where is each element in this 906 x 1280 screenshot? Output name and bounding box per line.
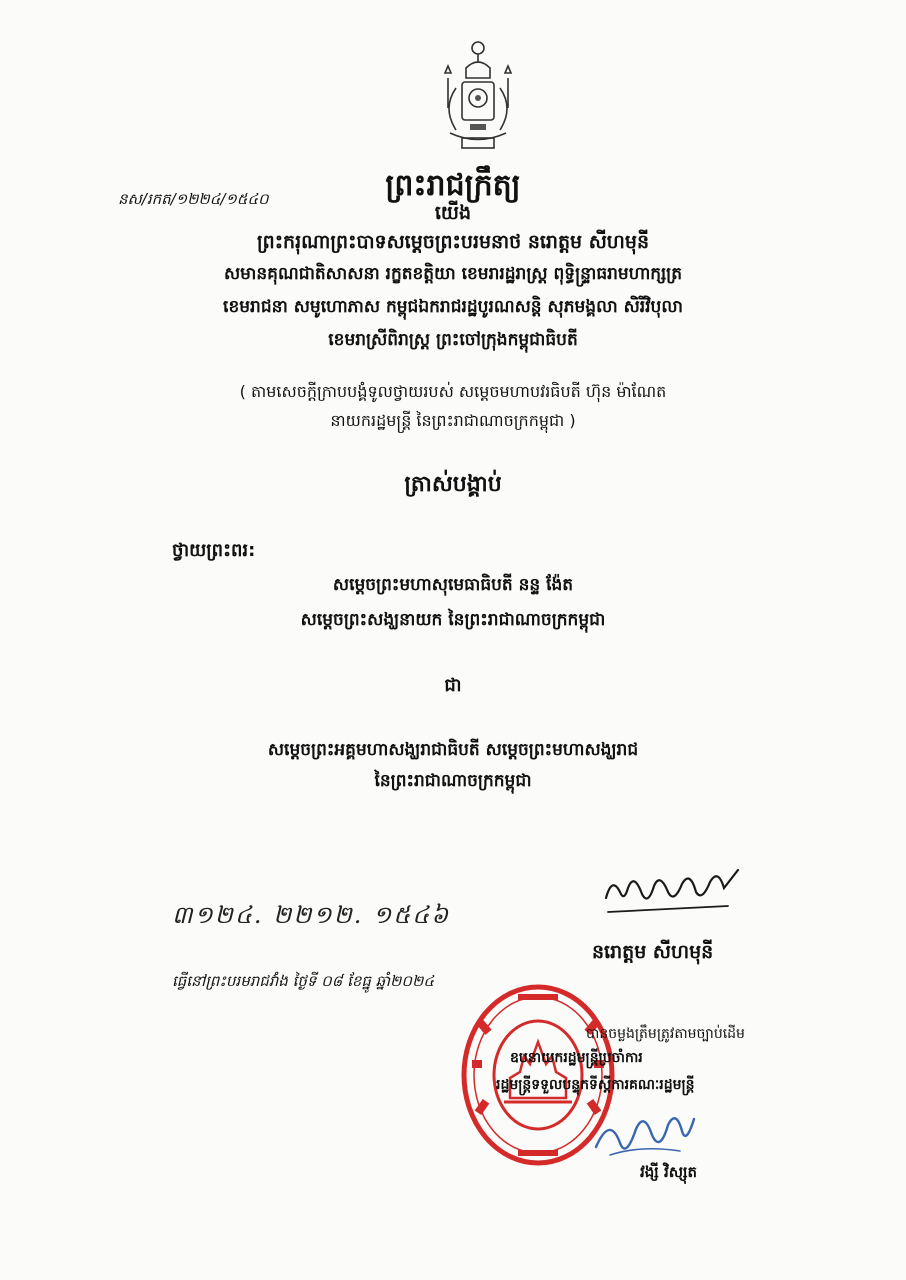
recipient2-line-2: នៃព្រះរាជាណាចក្រកម្ពុជា (374, 771, 532, 791)
official-name: វង្សី វិស្សុត (640, 1163, 698, 1181)
decree-title: ព្រះរាជក្រឹត្យ (385, 168, 521, 203)
recipient2-line-1: សម្តេចព្រះអគ្គមហាសង្ឃរាជាធិបតី សម្តេចព្រះមហាសង្ឃរាជ (267, 740, 639, 760)
royal-signature (598, 858, 748, 918)
proposal-line-2: នាយករដ្ឋមន្ត្រី នៃព្រះរាជាណាចក្រកម្ពុជា ) (330, 411, 576, 430)
and-word: ជា (444, 675, 462, 696)
command-heading: ត្រាស់បង្គាប់ (404, 472, 502, 497)
address-heading: ថ្វាយព្រះពរ: (172, 540, 256, 561)
made-at-date: ធ្វើនៅព្រះបរមរាជវាំង ថ្ងៃទី ០៨ ខែធ្នូ ឆ្នាំ២០២៤ (172, 972, 434, 990)
official-signature (590, 1105, 700, 1165)
certified-copy-line-2: ឧបនាយករដ្ឋមន្ត្រីប្រចាំការ (510, 1050, 643, 1066)
we-heading: យើង (434, 202, 472, 224)
certified-copy-line-3: រដ្ឋមន្ត្រីទទួលបន្ទុកទីស្តីការគណៈរដ្ឋមន្ត្រី (496, 1077, 695, 1093)
signer-name: នរោត្តម សីហមុនី (592, 941, 714, 963)
recipient1-line-2: សម្តេចព្រះសង្ឃនាយក នៃព្រះរាជាណាចក្រកម្ពុជា (300, 610, 606, 630)
royal-title-line-4: ខេមរាស្រីពិរាស្ត្រ ព្រះចៅក្រុងកម្ពុជាធិបតី (328, 330, 578, 350)
royal-coat-of-arms-icon (428, 38, 528, 163)
reference-number: នស/រកត/១២២៤/១៥៤០ (118, 190, 269, 208)
proposal-line-1: ( តាមសេចក្តីក្រាបបង្គំទូលថ្វាយរបស់ សម្តេចមហាបវរធិបតី ហ៊ុន ម៉ាណែត (239, 382, 667, 401)
recipient1-line-1: សម្តេចព្រះមហាសុមេធាធិបតី នន្ទ ង៉ែត (332, 575, 574, 595)
royal-title-line-1: ព្រះករុណាព្រះបាទសម្តេចព្រះបរមនាថ នរោត្តម សីហមុនី (256, 231, 650, 253)
certified-copy-line-1: បានចម្លងត្រឹមត្រូវតាមច្បាប់ដើម (586, 1026, 745, 1042)
royal-title-line-2: សមានគុណជាតិសាសនា រក្ខតខត្តិយា ខេមរារដ្ឋរាស្ត្រ ពុទ្ធិន្ទ្រាធរាមហាក្សត្រ (223, 264, 683, 284)
handwritten-date: ៣១២៤. ២២១២. ១៥៤៦ (172, 901, 451, 929)
royal-title-line-3: ខេមរាជនា សមូហោភាស កម្ពុជឯករាជរដ្ឋបូរណសន្តិ សុភមង្គលា សិរីវិបុលា (223, 297, 683, 317)
